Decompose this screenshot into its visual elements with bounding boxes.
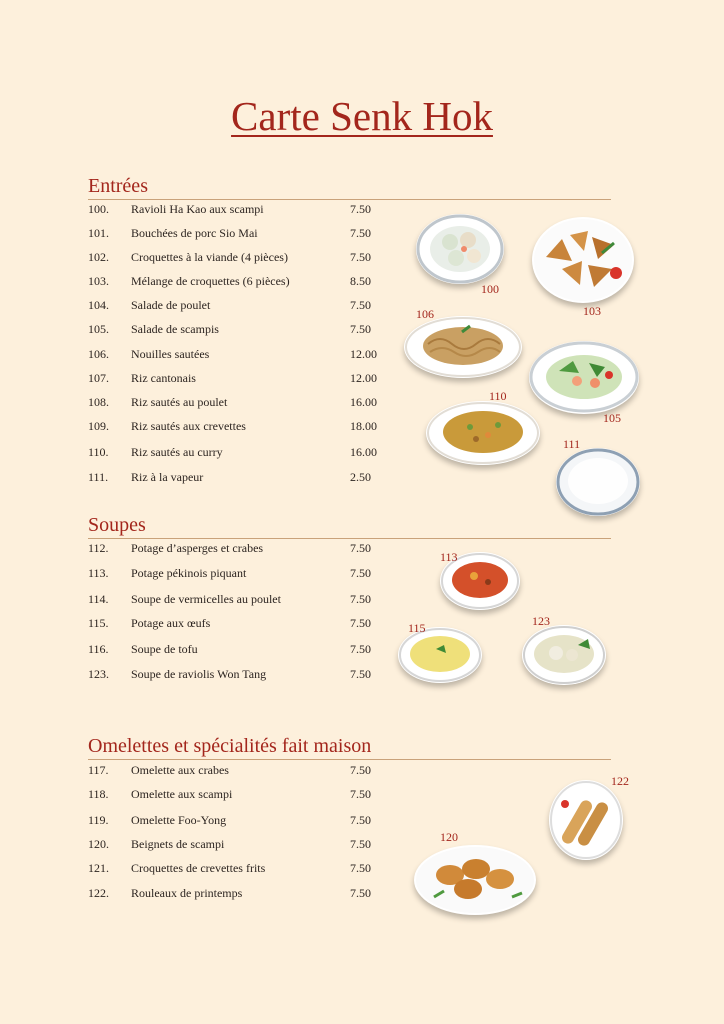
item-price: 7.50 (350, 322, 371, 336)
dish-photo-111 (556, 448, 640, 516)
item-price: 12.00 (350, 347, 377, 361)
item-name: Croquettes de crevettes frits (131, 861, 266, 875)
item-number: 118. (88, 787, 109, 801)
item-price: 2.50 (350, 470, 371, 484)
item-number: 108. (88, 395, 109, 409)
item-name: Omelette aux scampi (131, 787, 233, 801)
section-heading-omelettes: Omelettes et spécialités fait maison (88, 734, 611, 760)
item-name: Omelette Foo-Yong (131, 813, 227, 827)
photo-label: 113 (440, 550, 458, 564)
item-number: 110. (88, 445, 109, 459)
dish-photo-120 (414, 845, 536, 915)
menu-title: Carte Senk Hok (231, 93, 493, 139)
item-name: Beignets de scampi (131, 837, 225, 851)
item-number: 123. (88, 667, 109, 681)
photo-label: 106 (416, 307, 434, 321)
item-name: Rouleaux de printemps (131, 886, 243, 900)
dish-photo-100 (416, 214, 504, 284)
item-price: 7.50 (350, 541, 371, 555)
photo-label: 120 (440, 830, 458, 844)
dish-photo-110 (426, 401, 540, 465)
dish-photo-123 (522, 625, 606, 685)
item-name: Riz cantonais (131, 371, 196, 385)
section-heading-entrees: Entrées (88, 174, 611, 200)
item-number: 107. (88, 371, 109, 385)
item-name: Bouchées de porc Sio Mai (131, 226, 258, 240)
item-price: 7.50 (350, 813, 371, 827)
photo-label: 122 (611, 774, 629, 788)
item-number: 113. (88, 566, 109, 580)
item-price: 8.50 (350, 274, 371, 288)
item-number: 114. (88, 592, 109, 606)
item-name: Potage aux œufs (131, 616, 211, 630)
item-number: 117. (88, 763, 109, 777)
photo-label: 105 (603, 411, 621, 425)
item-name: Riz sautés au poulet (131, 395, 228, 409)
dish-photo-122 (549, 780, 623, 860)
item-name: Croquettes à la viande (4 pièces) (131, 250, 288, 264)
item-name: Soupe de raviolis Won Tang (131, 667, 267, 681)
item-name: Omelette aux crabes (131, 763, 229, 777)
item-price: 7.50 (350, 250, 371, 264)
item-price: 7.50 (350, 837, 371, 851)
item-price: 18.00 (350, 419, 377, 433)
item-price: 12.00 (350, 371, 377, 385)
item-number: 106. (88, 347, 109, 361)
item-number: 103. (88, 274, 109, 288)
dish-photo-106 (404, 316, 522, 378)
item-number: 102. (88, 250, 109, 264)
item-number: 104. (88, 298, 109, 312)
item-price: 7.50 (350, 592, 371, 606)
item-price: 7.50 (350, 763, 371, 777)
item-price: 16.00 (350, 395, 377, 409)
dish-photo-103 (532, 217, 634, 303)
photo-label: 110 (489, 389, 507, 403)
item-name: Soupe de tofu (131, 642, 198, 656)
item-price: 7.50 (350, 202, 371, 216)
item-price: 7.50 (350, 886, 371, 900)
item-number: 116. (88, 642, 109, 656)
item-price: 7.50 (350, 566, 371, 580)
item-name: Mélange de croquettes (6 pièces) (131, 274, 290, 288)
item-number: 100. (88, 202, 109, 216)
item-name: Salade de scampis (131, 322, 219, 336)
item-number: 122. (88, 886, 109, 900)
item-name: Salade de poulet (131, 298, 211, 312)
item-name: Riz sautés au curry (131, 445, 223, 459)
item-number: 112. (88, 541, 109, 555)
item-name: Ravioli Ha Kao aux scampi (131, 202, 264, 216)
item-price: 7.50 (350, 298, 371, 312)
item-name: Nouilles sautées (131, 347, 210, 361)
item-number: 121. (88, 861, 109, 875)
item-number: 101. (88, 226, 109, 240)
item-number: 105. (88, 322, 109, 336)
item-name: Riz à la vapeur (131, 470, 204, 484)
photo-label: 115 (408, 621, 426, 635)
photo-label: 103 (583, 304, 601, 318)
item-number: 120. (88, 837, 109, 851)
item-price: 7.50 (350, 642, 371, 656)
item-price: 7.50 (350, 226, 371, 240)
item-name: Potage d’asperges et crabes (131, 541, 264, 555)
item-price: 7.50 (350, 667, 371, 681)
item-name: Potage pékinois piquant (131, 566, 247, 580)
photo-label: 111 (563, 437, 581, 451)
item-number: 109. (88, 419, 109, 433)
item-price: 7.50 (350, 787, 371, 801)
item-number: 115. (88, 616, 109, 630)
section-heading-soupes: Soupes (88, 513, 611, 539)
item-number: 119. (88, 813, 109, 827)
item-price: 16.00 (350, 445, 377, 459)
item-price: 7.50 (350, 616, 371, 630)
item-name: Riz sautés aux crevettes (131, 419, 246, 433)
item-price: 7.50 (350, 861, 371, 875)
dish-photo-105 (529, 341, 639, 414)
photo-label: 100 (481, 282, 499, 296)
photo-label: 123 (532, 614, 550, 628)
item-number: 111. (88, 470, 109, 484)
item-name: Soupe de vermicelles au poulet (131, 592, 281, 606)
